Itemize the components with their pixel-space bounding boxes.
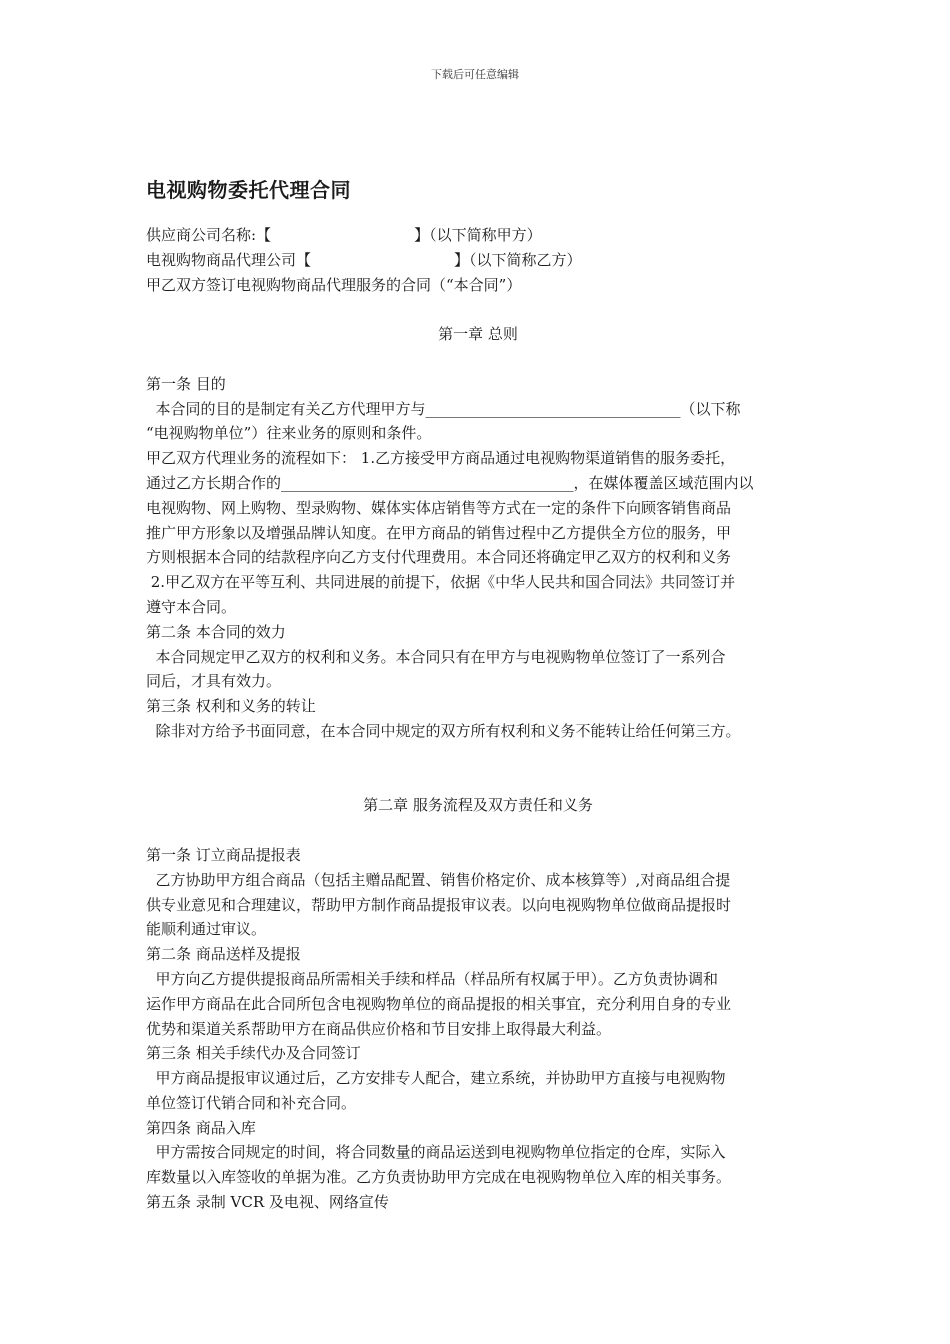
paragraph-line: 第一条 目的 [146,374,226,393]
paragraph-line: 第二条 商品送样及提报 [146,945,301,964]
paragraph-line: 第三条 权利和义务的转让 [146,697,316,716]
paragraph-line: 甲方向乙方提供提报商品所需相关手续和样品（样品所有权属于甲）。乙方负责协调和 [146,969,719,988]
paragraph-line: 第三条 相关手续代办及合同签订 [146,1044,361,1063]
paragraph-line: 甲方需按合同规定的时间，将合同数量的商品运送到电视购物单位指定的仓库，实际入 [146,1143,726,1162]
paragraph-line: 方则根据本合同的结款程序向乙方支付代理费用。本合同还将确定甲乙双方的权利和义务 [146,548,732,567]
paragraph-line: 除非对方给予书面同意，在本合同中规定的双方所有权利和义务不能转让给任何第三方。 [146,721,741,740]
paragraph-line: 通过乙方长期合作的_______________________________________，在媒体覆盖区域范围内以 [146,473,754,492]
paragraph-line: 2.甲乙双方在平等互利、共同进展的前提下，依据《中华人民共和国合同法》共同签订并 [146,573,736,592]
paragraph-line: 第五条 录制 VCR 及电视、网络宣传 [146,1193,389,1212]
paragraph-line: 本合同的目的是制定有关乙方代理甲方与__________________________________（以下称 [146,399,741,418]
party-a-line: 供应商公司名称:【 】（以下简称甲方） [146,226,542,244]
paragraph-line: 能顺利通过审议。 [146,920,267,939]
paragraph-line: 乙方协助甲方组合商品（包括主赠品配置、销售价格定价、成本核算等）,对商品组合提 [146,870,731,889]
paragraph-line: 供专业意见和合理建议，帮助甲方制作商品提报审议表。以向电视购物单位做商品提报时 [146,895,732,914]
paragraph-line: 第二条 本合同的效力 [146,622,286,641]
chapter-1-body [146,372,810,744]
paragraph-line: 甲乙双方代理业务的流程如下： 1.乙方接受甲方商品通过电视购物渠道销售的服务委托， [146,449,736,468]
chapter-2-heading: 第二章 服务流程及双方责任和义务 [363,796,593,815]
document-body [146,223,810,1215]
paragraph-line: 库数量以入库签收的单据为准。乙方负责协助甲方完成在电视购物单位入库的相关事务。 [146,1168,732,1187]
paragraph-line: 本合同规定甲乙双方的权利和义务。本合同只有在甲方与电视购物单位签订了一系列合 [146,647,726,666]
contract-intro-line: 甲乙双方签订电视购物商品代理服务的合同（“本合同”） [146,275,522,294]
paragraph-line: 优势和渠道关系帮助甲方在商品供应价格和节目安排上取得最大利益。 [146,1019,612,1038]
party-b-line: 电视购物商品代理公司【 】（以下简称乙方） [146,250,582,269]
paragraph-line: 遵守本合同。 [146,597,237,616]
header-note: 下载后可任意编辑 [431,68,519,81]
paragraph-line: 甲方商品提报审议通过后，乙方安排专人配合，建立系统，并协助甲方直接与电视购物 [146,1069,726,1088]
chapter-2-body [146,843,810,1215]
paragraph-line: 第一条 订立商品提报表 [146,845,301,864]
paragraph-line: 第四条 商品入库 [146,1118,256,1137]
paragraph-line: “电视购物单位”）往来业务的原则和条件。 [146,424,432,443]
paragraph-line: 同后，才具有效力。 [146,672,282,691]
paragraph-line: 运作甲方商品在此合同所包含电视购物单位的商品提报的相关事宜，充分利用自身的专业 [146,994,732,1013]
paragraph-line: 推广甲方形象以及增强品牌认知度。在甲方商品的销售过程中乙方提供全方位的服务，甲 [146,523,732,542]
chapter-1-heading: 第一章 总则 [438,325,518,344]
paragraph-line: 单位签订代销合同和补充合同。 [146,1093,357,1112]
document-title: 电视购物委托代理合同 [146,178,351,202]
paragraph-line: 电视购物、网上购物、型录购物、媒体实体店销售等方式在一定的条件下向顾客销售商品 [146,498,732,517]
